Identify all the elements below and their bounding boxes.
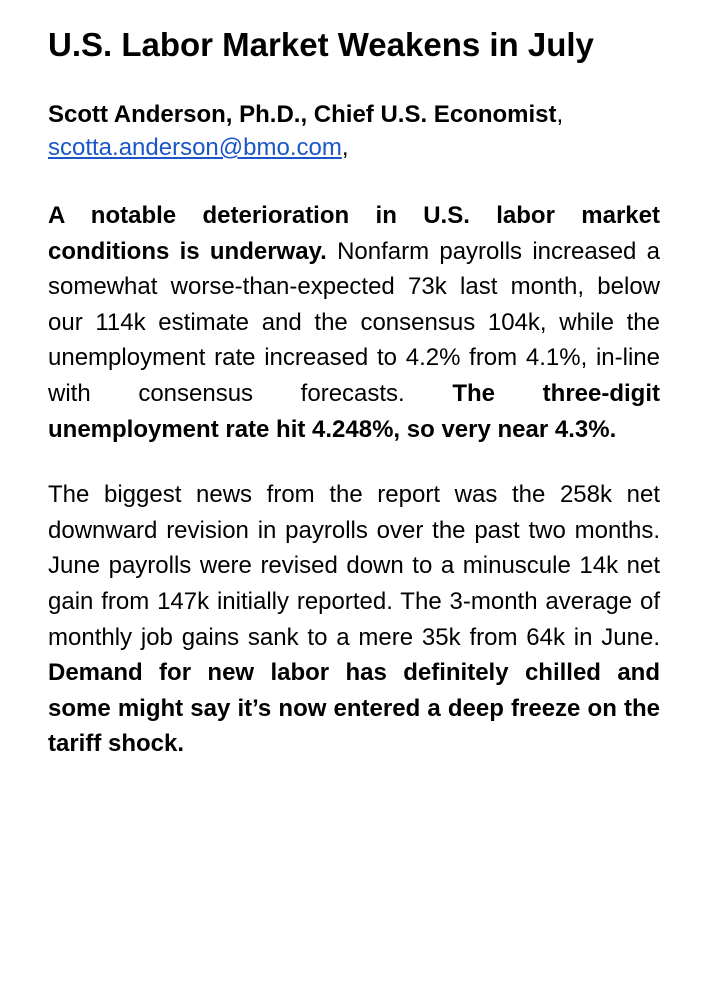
byline	[48, 98, 660, 164]
author-name: Scott Anderson, Ph.D., Chief U.S. Economist	[48, 101, 557, 128]
byline-trailing: ,	[341, 134, 349, 161]
paragraph-1-body: Nonfarm payrolls increased a somewhat worse-than-expected 73k last month, below our 114k estimate and the consensus 104k, while the unemployment rate increased to 4.2% from 4.1%, in-line with consensus forecasts.	[48, 237, 661, 407]
paragraph-1	[48, 198, 660, 447]
byline-separator: ,	[556, 101, 564, 128]
paragraph-2-closing: Demand for new labor has definitely chilled and some might say it’s now entered a deep freeze on the tariff shock.	[48, 659, 660, 758]
author-email-link[interactable]: scotta.anderson@bmo.com	[48, 134, 342, 161]
paragraph-2-body: The biggest news from the report was the 258k net downward revision in payrolls over the past two months. June payrolls were revised down to a minuscule 14k net gain from 147k initially reported. The 3-month average of monthly job gains sank to a mere 35k from 64k in June.	[48, 481, 660, 651]
article-title: U.S. Labor Market Weakens in July	[48, 26, 594, 63]
paragraph-2	[48, 477, 660, 762]
paragraph-1-closing: The three-digit unemployment rate hit 4.248%, so very near 4.3%.	[48, 379, 660, 443]
paragraph-1-lead: A notable deterioration in U.S. labor market conditions is underway.	[48, 202, 660, 265]
